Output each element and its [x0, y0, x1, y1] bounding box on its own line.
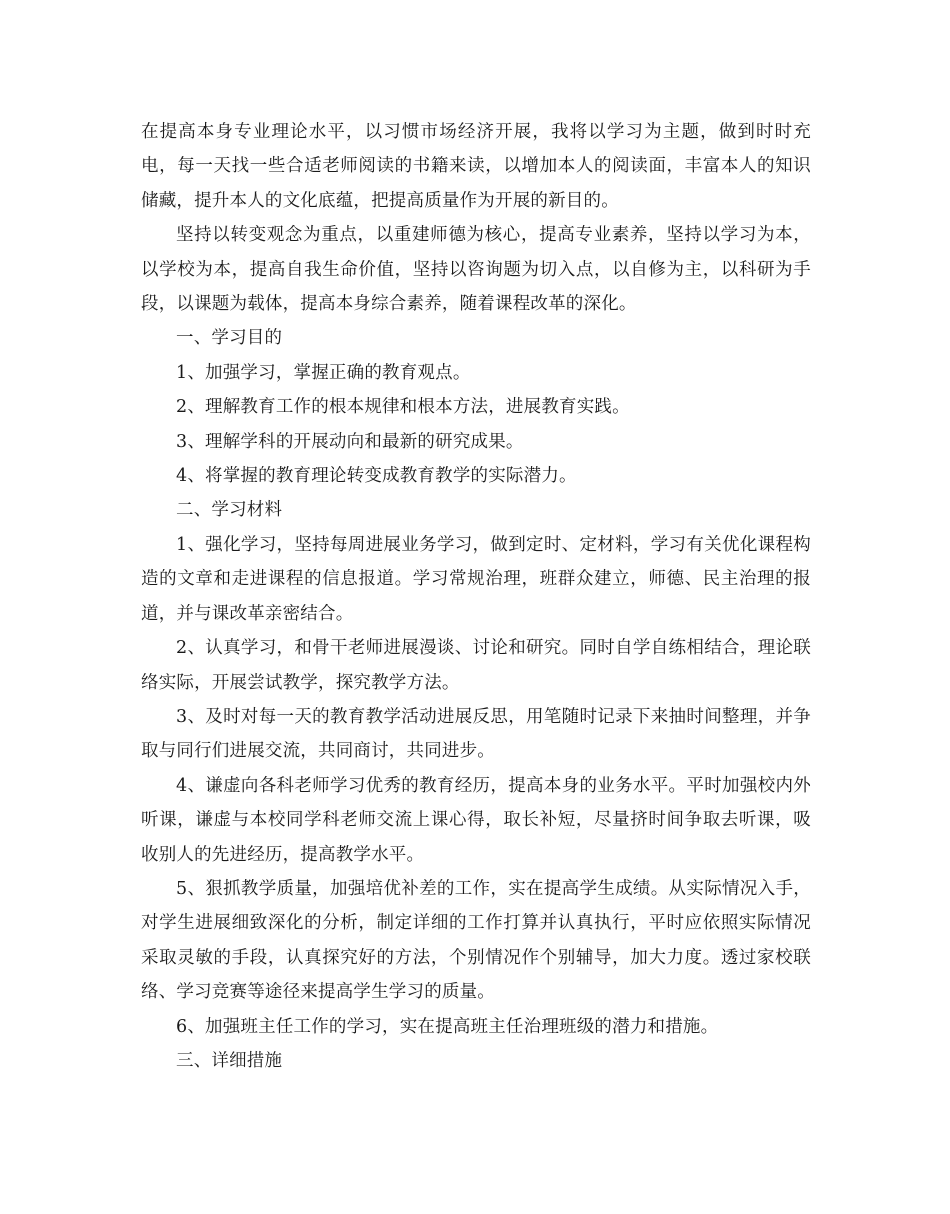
heading-learning-goals: 一、学习目的	[176, 328, 283, 349]
list-item-goal-4: 4、将掌握的教育理论转变成教育教学的实际潜力。	[176, 466, 577, 487]
paragraph-intro-continued: 在提高本身专业理论水平，以习惯市场经济开展，我将以学习为主题，做到时时充电，每一天找一些合适老师阅读的书籍来读，以增加本人的阅读面，丰富本人的知识储藏，提升本人的文化底蕴，把提高质量作为开展的新目的。	[141, 122, 811, 211]
heading-specific-measures: 三、详细措施	[176, 1050, 283, 1071]
list-item-material-6: 6、加强班主任工作的学习，实在提高班主任治理班级的潜力和措施。	[176, 1016, 719, 1037]
list-item-goal-1: 1、加强学习，掌握正确的教育观点。	[176, 362, 471, 383]
list-item-material-1: 1、强化学习，坚持每周进展业务学习，做到定时、定材料，学习有关优化课程构造的文章和走进课程的信息报道。学习常规治理，班群众建立，师德、民主治理的报道，并与课改革亲密结合。	[141, 534, 811, 624]
list-item-material-2: 2、认真学习，和骨干老师进展漫谈、讨论和研究。同时自学自练相结合，理论联络实际，开展尝试教学，探究教学方法。	[141, 638, 811, 693]
document-body	[141, 115, 811, 1078]
list-item-goal-2: 2、理解教育工作的根本规律和根本方法，进展教育实践。	[176, 397, 630, 418]
heading-learning-materials: 二、学习材料	[176, 500, 283, 521]
list-item-material-5: 5、狠抓教学质量，加强培优补差的工作，实在提高学生成绩。从实际情况入手，对学生进展细致深化的分析，制定详细的工作打算并认真执行，平时应依照实际情况采取灵敏的手段，认真探究好的方法，个别情况作个别辅导，加大力度。透过家校联络、学习竞赛等途径来提高学生学习的质量。	[141, 878, 811, 1003]
paragraph-principles: 坚持以转变观念为重点，以重建师德为核心，提高专业素养，坚持以学习为本，以学校为本，提高自我生命价值，坚持以咨询题为切入点，以自修为主，以科研为手段，以课题为载体，提高本身综合素养，随着课程改革的深化。	[141, 225, 811, 315]
list-item-material-3: 3、及时对每一天的教育教学活动进展反思，用笔随时记录下来抽时间整理，并争取与同行们进展交流，共同商讨，共同进步。	[141, 706, 811, 762]
list-item-material-4: 4、谦虚向各科老师学习优秀的教育经历，提高本身的业务水平。平时加强校内外听课，谦虚与本校同学科老师交流上课心得，取长补短，尽量挤时间争取去听课，吸收别人的先进经历，提高教学水平。	[141, 775, 811, 865]
list-item-goal-3: 3、理解学科的开展动向和最新的研究成果。	[176, 431, 524, 452]
